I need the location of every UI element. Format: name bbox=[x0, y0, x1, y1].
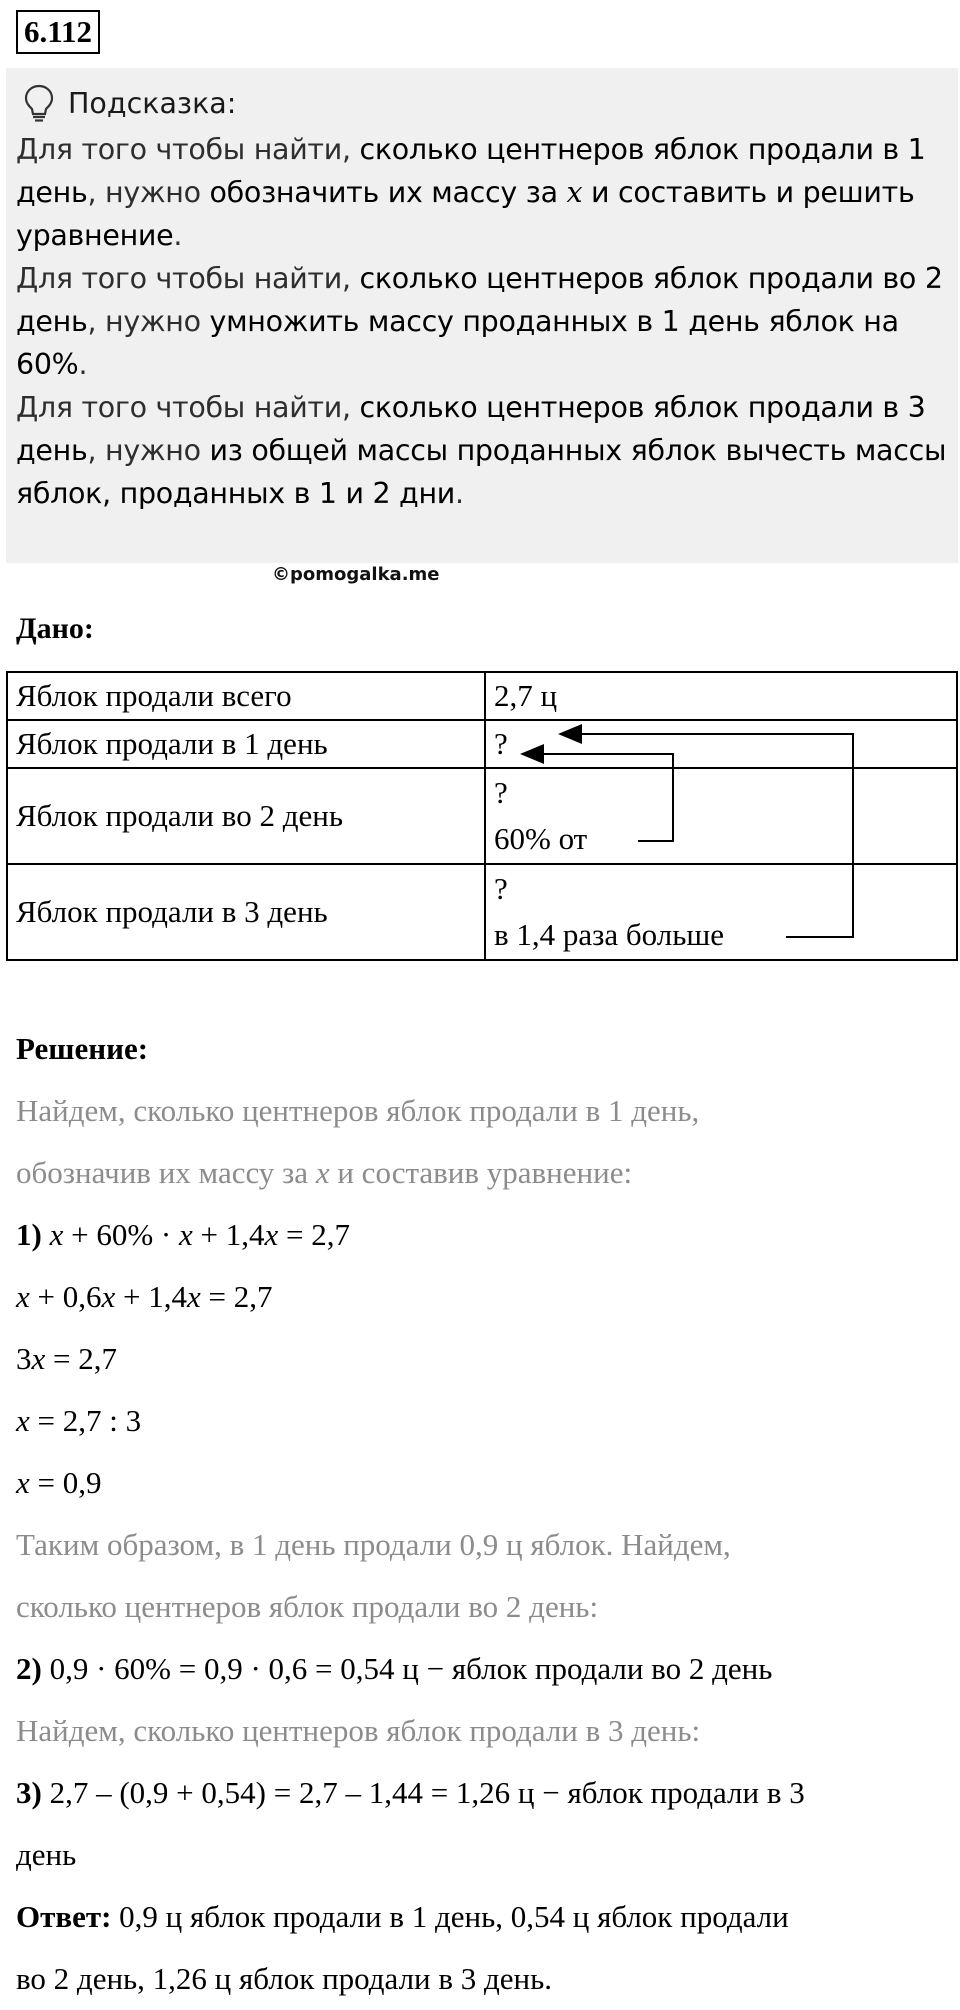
row-value: 2,7 ц bbox=[485, 672, 957, 720]
row-label: Яблок продали в 3 день bbox=[7, 864, 485, 960]
hint-box bbox=[6, 68, 958, 563]
solution-mid-1: Таким образом, в 1 день продали 0,9 ц яблок. Найдем, bbox=[16, 1527, 731, 1562]
hint-paragraph-2: Для того чтобы найти, сколько центнеров яблок продали во 2 день, нужно умножить массу проданных в 1 день яблок на 60%. bbox=[16, 262, 943, 381]
table-row bbox=[7, 672, 957, 720]
solution bbox=[16, 1018, 946, 2010]
solution-mid-3: Найдем, сколько центнеров яблок продали в 3 день: bbox=[16, 1713, 701, 1748]
step-3-continued: день bbox=[16, 1837, 77, 1872]
solution-mid-2: сколько центнеров яблок продали во 2 день: bbox=[16, 1589, 599, 1624]
row-value: ? 60% от bbox=[485, 768, 957, 864]
credit-watermark: ©pomogalka.me bbox=[272, 564, 440, 585]
answer-continued: во 2 день, 1,26 ц яблок продали в 3 день. bbox=[16, 1961, 553, 1996]
table-row bbox=[7, 864, 957, 960]
hint-header bbox=[16, 78, 948, 128]
task-number: 6.112 bbox=[16, 10, 100, 54]
step-3: 3) 2,7 – (0,9 + 0,54) = 2,7 – 1,44 = 1,26 ц − яблок продали в 3 bbox=[16, 1775, 805, 1810]
step-2: 2) 0,9 · 60% = 0,9 · 0,6 = 0,54 ц − яблок продали во 2 день bbox=[16, 1651, 773, 1686]
row-value: ? в 1,4 раза больше bbox=[485, 864, 957, 960]
equation-4: x = 2,7 : 3 bbox=[16, 1403, 142, 1438]
equation-3: 3x = 2,7 bbox=[16, 1341, 117, 1376]
answer: Ответ: 0,9 ц яблок продали в 1 день, 0,54 ц яблок продали bbox=[16, 1899, 789, 1934]
row-label: Яблок продали в 1 день bbox=[7, 720, 485, 768]
row-value: ? bbox=[485, 720, 957, 768]
row-label: Яблок продали всего bbox=[7, 672, 485, 720]
hint-paragraph-1: Для того чтобы найти, сколько центнеров яблок продали в 1 день, нужно обозначить их массу за x и составить и решить уравнение. bbox=[16, 133, 926, 252]
table-row bbox=[7, 720, 957, 768]
step-1: 1) x + 60% · x + 1,4x = 2,7 bbox=[16, 1217, 350, 1252]
solution-title: Решение: bbox=[16, 1031, 149, 1066]
equation-2: x + 0,6x + 1,4x = 2,7 bbox=[16, 1279, 273, 1314]
hint-paragraph-3: Для того чтобы найти, сколько центнеров яблок продали в 3 день, нужно из общей массы проданных яблок вычесть массы яблок, проданных в 1 и 2 дни. bbox=[16, 391, 947, 510]
given-table bbox=[6, 671, 958, 961]
given-title: Дано: bbox=[16, 612, 94, 645]
solution-intro-1: Найдем, сколько центнеров яблок продали в 1 день, bbox=[16, 1093, 700, 1128]
equation-5: x = 0,9 bbox=[16, 1465, 102, 1500]
lightbulb-icon bbox=[22, 83, 56, 123]
row-label: Яблок продали во 2 день bbox=[7, 768, 485, 864]
solution-intro-2: обозначив их массу за x и составив уравнение: bbox=[16, 1155, 633, 1190]
hint-title: Подсказка: bbox=[68, 86, 237, 120]
table-row bbox=[7, 768, 957, 864]
